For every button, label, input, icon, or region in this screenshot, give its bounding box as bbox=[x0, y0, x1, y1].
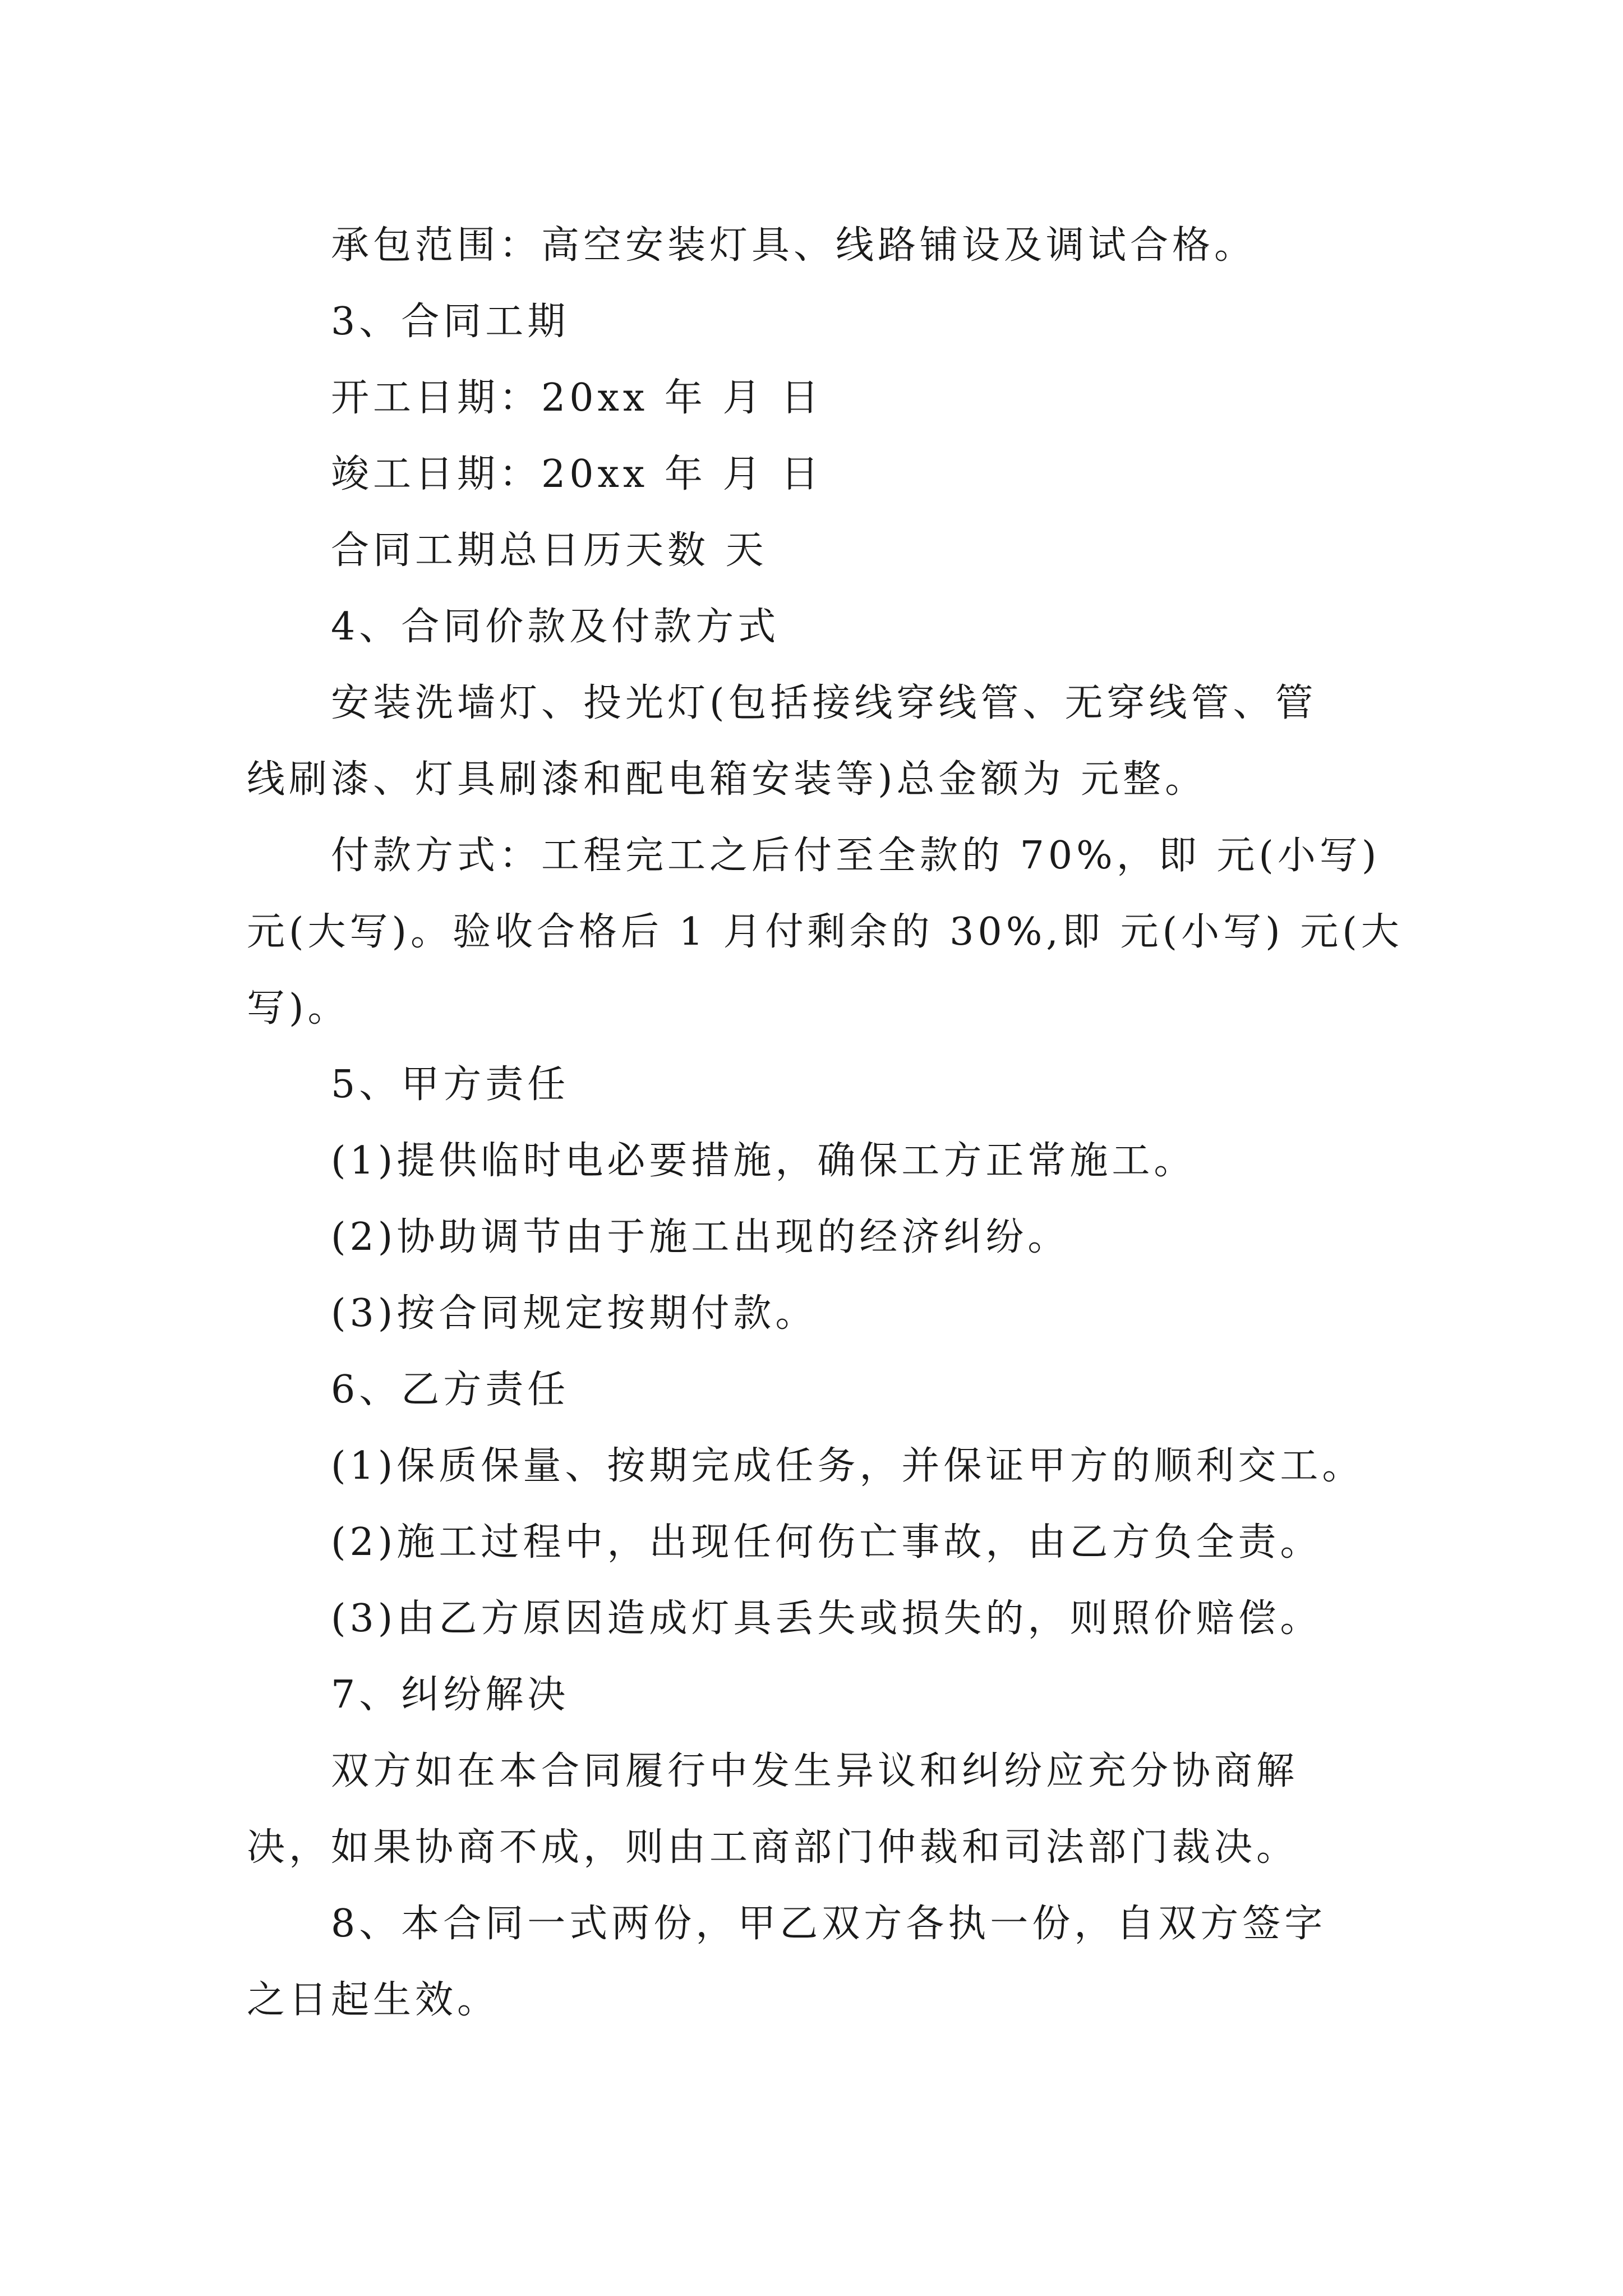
section-6-heading: 6、乙方责任 bbox=[331, 1368, 570, 1412]
completion-date-line: 竣工日期：20xx 年 月 日 bbox=[331, 452, 823, 496]
start-date-line: 开工日期：20xx 年 月 日 bbox=[331, 376, 823, 420]
party-b-item-3: (3)由乙方原因造成灯具丢失或损失的，则照价赔偿。 bbox=[331, 1596, 1322, 1641]
section-8-line-1: 8、本合同一式两份，甲乙双方各执一份，自双方签字 bbox=[331, 1902, 1327, 1946]
payment-paragraph-line-2: 元(大写)。验收合格后 1 月付剩余的 30%,即 元(小写) 元(大 bbox=[247, 910, 1403, 954]
price-paragraph-line-1: 安装洗墙灯、投光灯(包括接线穿线管、无穿线管、管 bbox=[331, 681, 1317, 725]
price-paragraph-line-2: 线刷漆、灯具刷漆和配电箱安装等)总金额为 元整。 bbox=[247, 757, 1207, 802]
section-5-heading: 5、甲方责任 bbox=[331, 1062, 570, 1107]
payment-paragraph-line-1: 付款方式：工程完工之后付至全款的 70%，即 元(小写) bbox=[331, 834, 1381, 878]
dispute-paragraph-line-1: 双方如在本合同履行中发生异议和纠纷应充分协商解 bbox=[331, 1749, 1299, 1793]
scope-line: 承包范围：高空安装灯具、线路铺设及调试合格。 bbox=[331, 223, 1257, 268]
party-a-item-1: (1)提供临时电必要措施，确保工方正常施工。 bbox=[331, 1139, 1196, 1183]
party-a-item-2: (2)协助调节由于施工出现的经济纠纷。 bbox=[331, 1215, 1070, 1259]
section-4-heading: 4、合同价款及付款方式 bbox=[331, 605, 780, 649]
party-b-item-1: (1)保质保量、按期完成任务，并保证甲方的顺利交工。 bbox=[331, 1444, 1364, 1488]
section-8-line-2: 之日起生效。 bbox=[247, 1978, 500, 2022]
payment-paragraph-line-3: 写)。 bbox=[247, 986, 350, 1030]
section-7-heading: 7、纠纷解决 bbox=[331, 1673, 570, 1717]
contract-body bbox=[247, 208, 1419, 2039]
party-a-item-3: (3)按合同规定按期付款。 bbox=[331, 1291, 818, 1336]
party-b-item-2: (2)施工过程中，出现任何伤亡事故，由乙方负全责。 bbox=[331, 1520, 1322, 1565]
section-3-heading: 3、合同工期 bbox=[331, 300, 570, 344]
dispute-paragraph-line-2: 决，如果协商不成，则由工商部门仲裁和司法部门裁决。 bbox=[247, 1825, 1299, 1870]
total-days-line: 合同工期总日历天数 天 bbox=[331, 528, 768, 573]
